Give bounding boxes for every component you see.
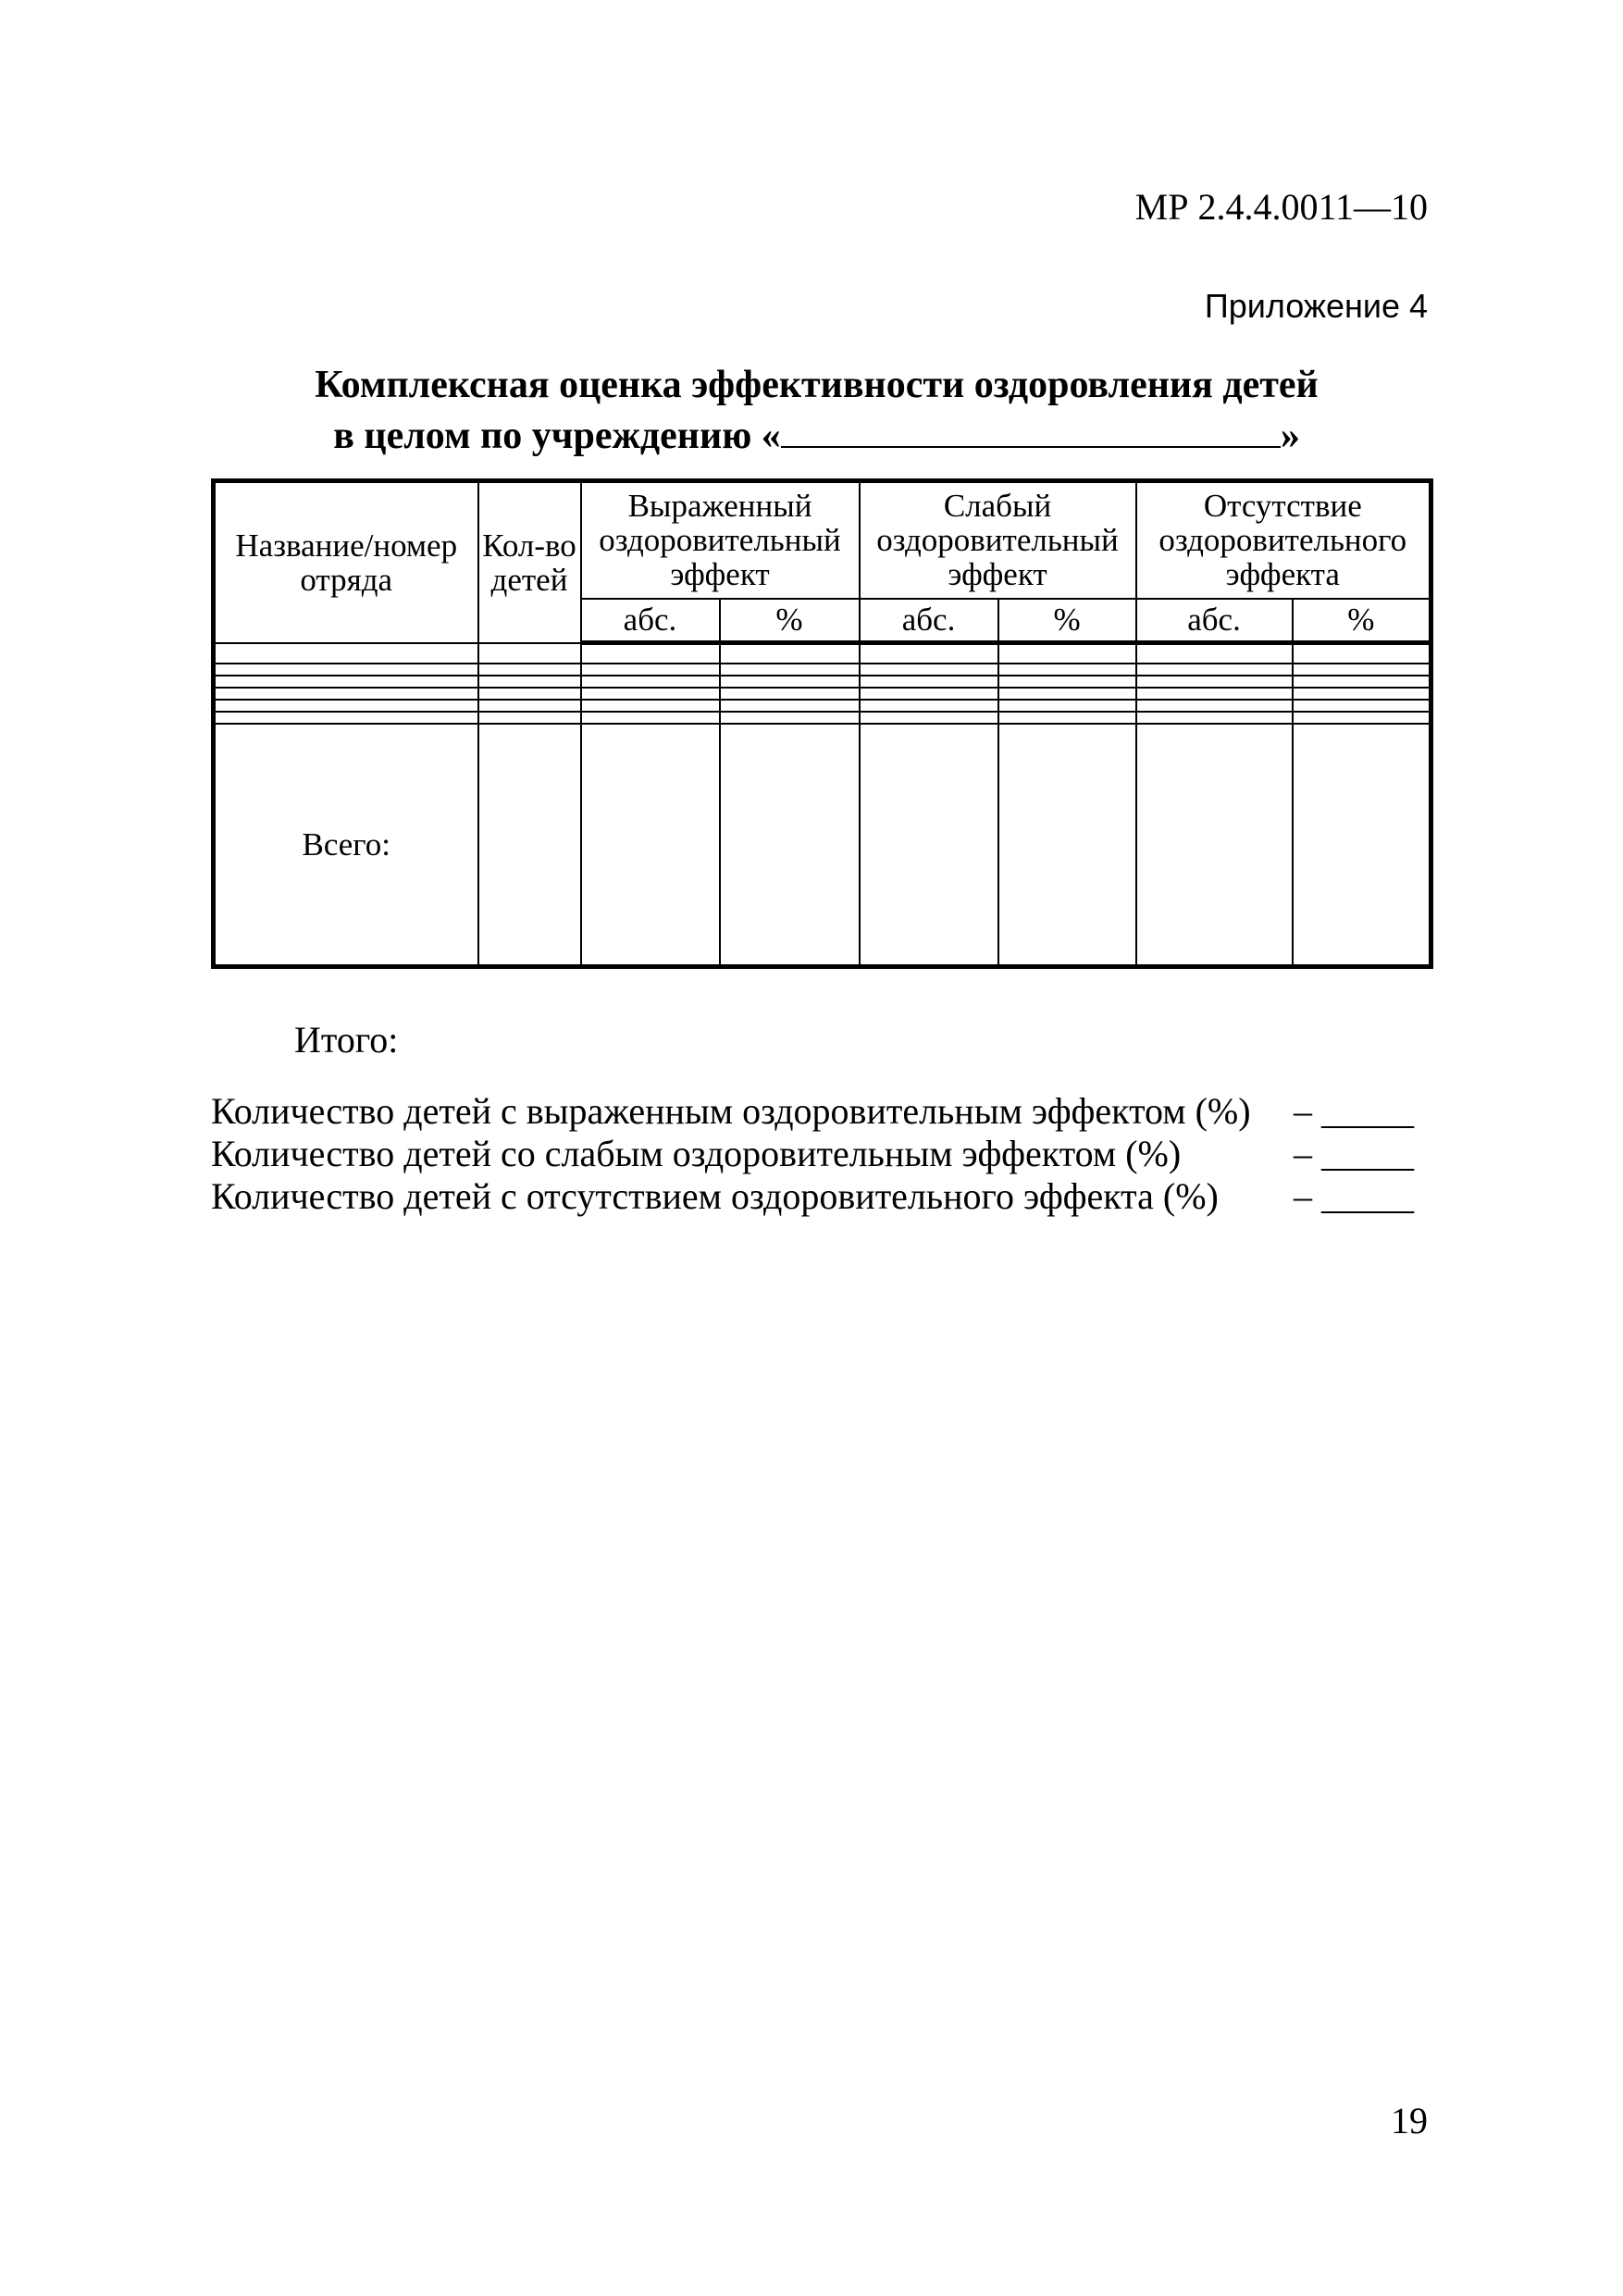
table-cell [214, 676, 478, 688]
table-cell [860, 700, 998, 712]
table-cell [1293, 712, 1431, 724]
table-row [214, 712, 1431, 724]
table-cell [478, 643, 581, 664]
table-cell [860, 712, 998, 724]
table-cell [1293, 688, 1431, 700]
table-cell [214, 643, 478, 664]
table-cell [1136, 712, 1293, 724]
subheader-abs: абс. [581, 599, 720, 643]
table-cell [720, 688, 860, 700]
table-row [214, 688, 1431, 700]
table-cell [998, 724, 1136, 967]
total-label: Всего: [214, 724, 478, 967]
title-line-2-suffix: » [1280, 415, 1300, 457]
table-cell [860, 676, 998, 688]
summary-line-text: Количество детей со слабым оздоровительным эффектом (%) [211, 1133, 1182, 1174]
table-cell [1293, 664, 1431, 676]
summary-line-value: – _____ [1294, 1133, 1414, 1174]
table-cell [998, 700, 1136, 712]
table-cell [581, 643, 720, 664]
table-cell [581, 688, 720, 700]
table-cell [1136, 676, 1293, 688]
table-cell [998, 688, 1136, 700]
header-children-count: Кол-во детей [478, 481, 581, 643]
table-cell [214, 712, 478, 724]
table-cell [1136, 688, 1293, 700]
subheader-pct: % [998, 599, 1136, 643]
evaluation-table [211, 478, 1433, 969]
table-cell [720, 676, 860, 688]
table-cell [581, 712, 720, 724]
table-cell [478, 700, 581, 712]
table-cell [581, 700, 720, 712]
table-cell [581, 664, 720, 676]
table-cell [998, 676, 1136, 688]
table-cell [860, 724, 998, 967]
table-cell [720, 712, 860, 724]
table-cell [1293, 724, 1431, 967]
title-line-1: Комплексная оценка эффективности оздоровления детей [315, 364, 1319, 406]
subheader-pct: % [1293, 599, 1431, 643]
table-cell [1136, 643, 1293, 664]
summary-heading: Итого: [294, 1019, 399, 1061]
table-cell [998, 643, 1136, 664]
summary-line-text: Количество детей с отсутствием оздоровительного эффекта (%) [211, 1175, 1219, 1217]
table-cell [998, 664, 1136, 676]
summary-block [211, 1090, 1429, 1218]
document-code: МР 2.4.4.0011—10 [1134, 186, 1428, 228]
table-cell [478, 724, 581, 967]
table-cell [1293, 643, 1431, 664]
summary-line-value: – _____ [1294, 1090, 1414, 1132]
table-cell [214, 700, 478, 712]
summary-line [211, 1090, 1429, 1133]
summary-line-text: Количество детей с выраженным оздоровительным эффектом (%) [211, 1090, 1251, 1132]
table-cell [478, 688, 581, 700]
table-cell [1136, 724, 1293, 967]
table-cell [720, 700, 860, 712]
header-squad-name: Название/номер отряда [214, 481, 478, 643]
table-cell [1136, 664, 1293, 676]
table-cell [860, 664, 998, 676]
table-row [214, 676, 1431, 688]
page-title [204, 361, 1430, 460]
subheader-abs: абс. [1136, 599, 1293, 643]
title-line-2-prefix: в целом по учреждению « [333, 415, 781, 457]
institution-blank-field [781, 409, 1281, 448]
table-cell [860, 688, 998, 700]
table-cell [720, 643, 860, 664]
header-group-strong: Выраженный оздоровительный эффект [581, 481, 860, 599]
title-line-2 [204, 409, 1430, 460]
total-row [214, 724, 1431, 967]
table-cell [720, 724, 860, 967]
summary-line [211, 1133, 1429, 1175]
table-cell [478, 676, 581, 688]
table-cell [1136, 700, 1293, 712]
subheader-abs: абс. [860, 599, 998, 643]
table-cell [860, 643, 998, 664]
table-cell [214, 664, 478, 676]
header-group-none: Отсутствие оздоровительного эффекта [1136, 481, 1431, 599]
table-cell [478, 712, 581, 724]
table-cell [478, 664, 581, 676]
table-cell [720, 664, 860, 676]
summary-line [211, 1175, 1429, 1218]
table-cell [1293, 676, 1431, 688]
page-number: 19 [1391, 2100, 1428, 2141]
table-row [214, 643, 1431, 664]
table-row [214, 664, 1431, 676]
summary-line-value: – _____ [1294, 1175, 1414, 1217]
table-row [214, 700, 1431, 712]
table-cell [1293, 700, 1431, 712]
table-cell [581, 724, 720, 967]
appendix-label: Приложение 4 [1204, 287, 1428, 325]
header-group-weak: Слабый оздоровительный эффект [860, 481, 1136, 599]
table-cell [998, 712, 1136, 724]
table-cell [214, 688, 478, 700]
subheader-pct: % [720, 599, 860, 643]
table-cell [581, 676, 720, 688]
